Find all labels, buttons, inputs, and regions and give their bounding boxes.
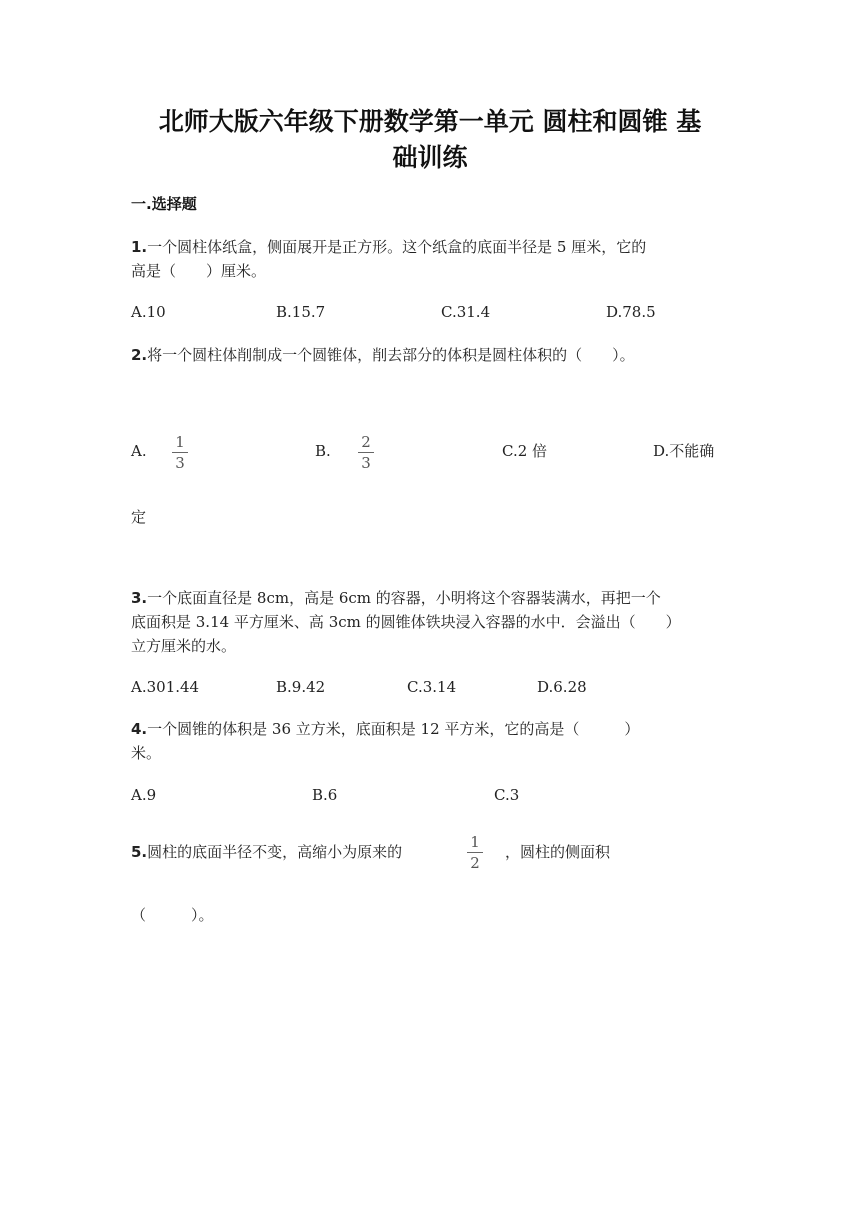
- question-text: 一个圆柱体纸盒，侧面展开是正方形。这个纸盒的底面半径是 5 厘米，它的: [147, 238, 647, 256]
- option-a: A.301.44: [131, 678, 200, 696]
- option-c: C.3: [494, 786, 520, 804]
- question-text: （ ）。: [131, 906, 214, 924]
- section-heading: 一.选择题: [131, 195, 197, 213]
- question-number: 3.: [131, 589, 148, 607]
- question-4: [131, 717, 731, 765]
- option-c: C.3.14: [407, 678, 457, 696]
- option-b: B.: [315, 442, 331, 460]
- option-a: A.9: [131, 786, 157, 804]
- option-c: C.31.4: [441, 303, 491, 321]
- question-text: 底面积是 3.14 平方厘米、高 3cm 的圆锥体铁块浸入容器的水中．会溢出（ ）: [131, 613, 681, 631]
- option-c: C.2 倍: [502, 442, 548, 460]
- question-2: [131, 343, 731, 367]
- option-d: D.不能确: [653, 442, 715, 460]
- option-b: B.15.7: [276, 303, 326, 321]
- question-text: 米。: [131, 744, 162, 762]
- question-number: 1.: [131, 238, 148, 256]
- title-line-2: 础训练: [392, 143, 468, 172]
- question-3: [131, 586, 751, 658]
- page-title: [120, 104, 740, 176]
- fraction-bar: [172, 452, 188, 453]
- question-1: [131, 235, 731, 283]
- fraction-denominator: 3: [175, 454, 185, 472]
- option-a: A.: [131, 442, 147, 460]
- fraction-two-thirds: [356, 433, 376, 472]
- option-b: B.9.42: [276, 678, 326, 696]
- option-a: A.10: [131, 303, 166, 321]
- fraction-numerator: 2: [361, 433, 371, 451]
- fraction-denominator: 2: [470, 854, 480, 872]
- fraction-one-third: [170, 433, 190, 472]
- title-line-1: 北师大版六年级下册数学第一单元 圆柱和圆锥 基: [158, 107, 702, 136]
- fraction-bar: [358, 452, 374, 453]
- question-text: 将一个圆柱体削制成一个圆锥体，削去部分的体积是圆柱体积的（ ）。: [147, 346, 635, 364]
- question-text: 一个圆锥的体积是 36 立方米，底面积是 12 平方米，它的高是（ ）: [147, 720, 640, 738]
- option-d-continued: 定: [131, 508, 147, 526]
- fraction-one-half: [465, 833, 485, 872]
- question-5: [131, 842, 402, 862]
- fraction-numerator: 1: [175, 433, 185, 451]
- option-b: B.6: [312, 786, 338, 804]
- question-number: 2.: [131, 346, 148, 364]
- question-number: 5.: [131, 843, 148, 861]
- question-text: 立方厘米的水。: [131, 637, 237, 655]
- option-d: D.6.28: [537, 678, 587, 696]
- question-text: 高是（ ）厘米。: [131, 262, 267, 280]
- option-d: D.78.5: [606, 303, 656, 321]
- question-number: 4.: [131, 720, 148, 738]
- question-text: ，圆柱的侧面积: [505, 843, 611, 861]
- fraction-numerator: 1: [470, 833, 480, 851]
- fraction-bar: [467, 852, 483, 853]
- question-text: 圆柱的底面半径不变，高缩小为原来的: [147, 843, 403, 861]
- question-text: 一个底面直径是 8cm，高是 6cm 的容器，小明将这个容器装满水，再把一个: [147, 589, 661, 607]
- fraction-denominator: 3: [361, 454, 371, 472]
